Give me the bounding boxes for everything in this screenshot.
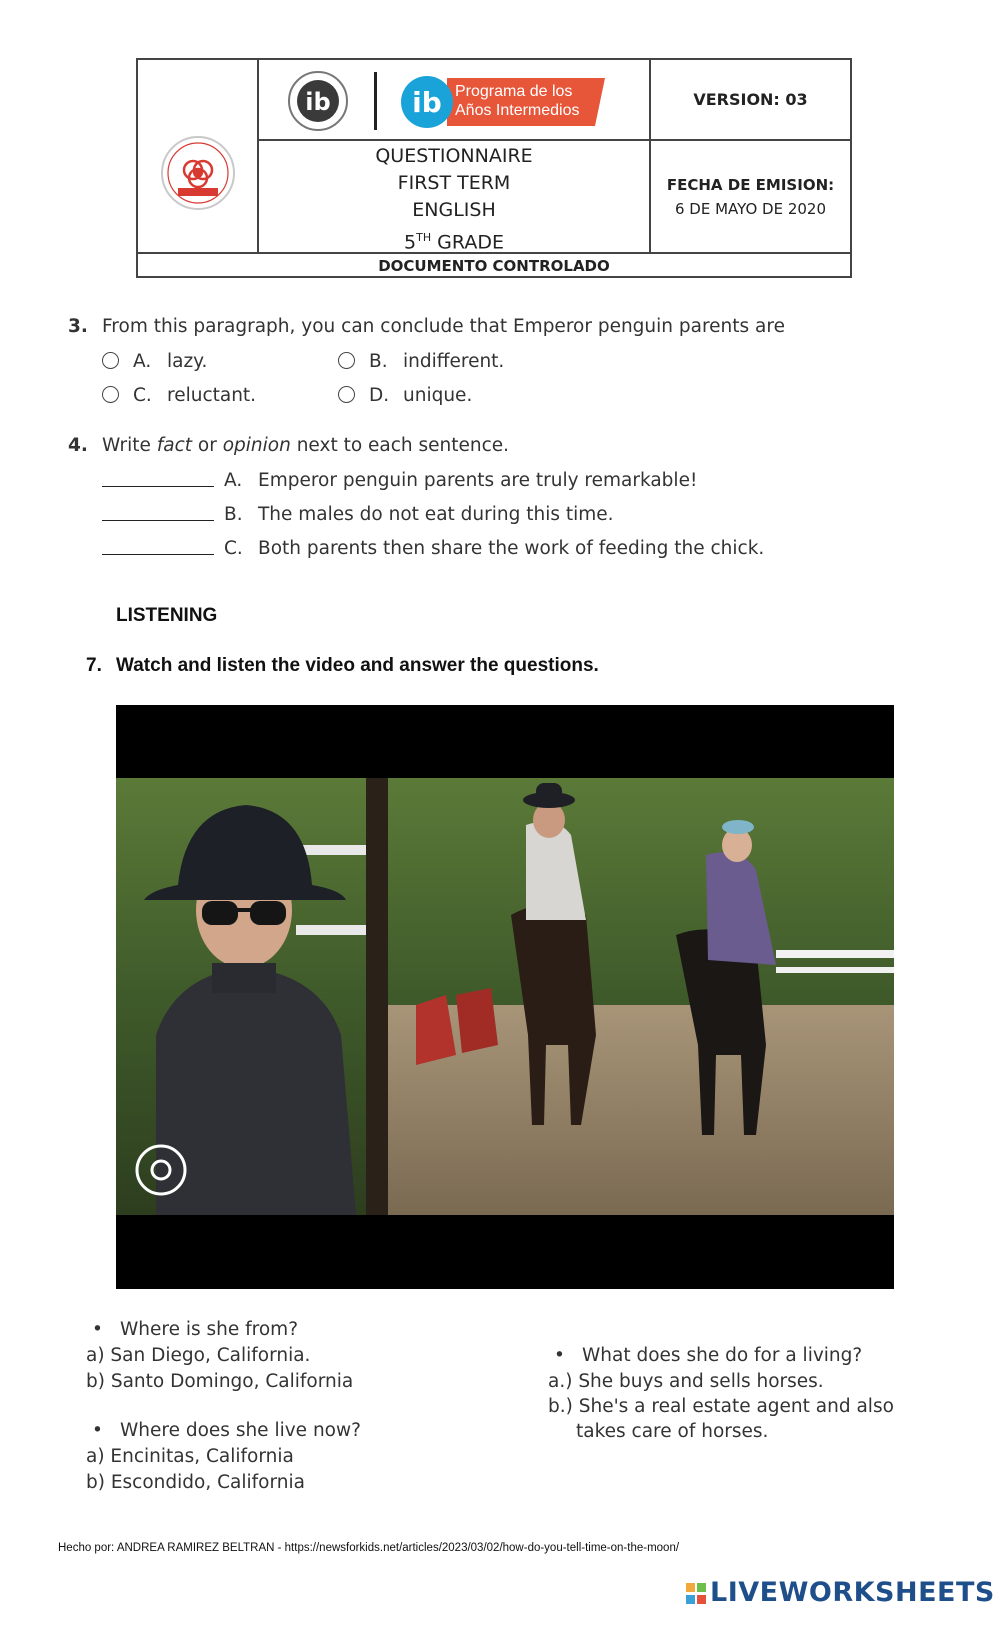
myp-line-1: Programa de los [455,83,573,100]
q4-opinion-word: opinion [222,435,291,456]
vq1-option-a[interactable]: a) San Diego, California. [86,1345,311,1366]
myp-line-2: Años Intermedios [455,102,580,119]
myp-programme-text [455,82,580,120]
myp-logo-text: ib [412,86,442,119]
bullet-icon: • [92,1319,103,1340]
video-frame-image [116,705,894,1289]
document-header [136,58,852,278]
question-4-number: 4. [68,435,88,456]
item-letter: C. [224,538,243,559]
questionnaire-title-cell [258,140,650,253]
q4-text-post: next to each sentence. [290,435,510,456]
ib-world-logo-text: ib [305,88,331,116]
video-question-1-text: Where is she from? [120,1319,299,1340]
option-text: reluctant. [167,385,257,406]
vq2-option-a[interactable]: a) Encinitas, California [86,1446,294,1467]
q3-option-b[interactable] [338,351,504,372]
q3-option-a[interactable] [102,351,207,372]
item-text: Both parents then share the work of feeding the chick. [258,538,765,559]
q4-fact-word: fact [156,435,193,456]
questionnaire-label: QUESTIONNAIRE [375,145,533,167]
issue-date-label: FECHA DE EMISION: [666,176,835,194]
logo-divider [374,72,377,130]
question-7 [86,655,599,677]
grade-suffix: TH [416,231,432,244]
liveworksheets-brand[interactable]: LIVEWORKSHEETS [710,1577,995,1608]
question-4 [68,435,509,456]
vq3-option-b[interactable]: b.) She's a real estate agent and also [548,1396,894,1417]
liveworksheets-logo-icon [686,1583,706,1605]
option-text: lazy. [167,351,208,372]
vq3-option-b-continued: takes care of horses. [576,1421,769,1442]
video-question-2-text: Where does she live now? [120,1420,361,1441]
bullet-icon: • [92,1420,103,1441]
school-seal-logo [160,135,236,211]
video-question-3-text: What does she do for a living? [582,1345,863,1366]
video-player[interactable] [116,705,894,1289]
vq2-option-b[interactable]: b) Escondido, California [86,1472,305,1493]
answer-blank-input[interactable] [102,502,214,521]
option-text: unique. [403,385,473,406]
school-logo-cell [137,59,258,253]
question-3-number: 3. [68,316,88,337]
vq3-option-a[interactable]: a.) She buys and sells horses. [548,1371,824,1392]
controlled-document-label: DOCUMENTO CONTROLADO [137,253,851,277]
term-label: FIRST TERM [397,172,511,194]
option-letter: C. [133,385,152,406]
item-letter: B. [224,504,243,525]
bullet-icon: • [554,1345,565,1366]
subject-label: ENGLISH [412,199,496,221]
issue-date-value: 6 DE MAYO DE 2020 [674,200,827,218]
grade-label [259,224,649,256]
question-3 [68,316,785,337]
grade-word: GRADE [431,231,504,254]
issue-date-cell [650,140,851,253]
item-text: Emperor penguin parents are truly remarkable! [258,470,698,491]
version-cell: VERSION: 03 [650,59,851,140]
question-7-number: 7. [86,655,102,676]
ib-world-school-logo [287,70,349,132]
q3-option-c[interactable] [102,385,256,406]
option-letter: A. [133,351,152,372]
q4-item-b [102,502,614,525]
ib-logos-cell [258,59,650,140]
item-text: The males do not eat during this time. [258,504,614,525]
video-question-1 [86,1319,298,1340]
question-7-text: Watch and listen the video and answer the questions. [116,655,599,676]
q4-text-mid: or [192,435,223,456]
option-letter: B. [369,351,388,372]
radio-circle-icon[interactable] [338,352,355,369]
radio-circle-icon[interactable] [338,386,355,403]
q3-option-d[interactable] [338,385,472,406]
vq1-option-b[interactable]: b) Santo Domingo, California [86,1371,354,1392]
radio-circle-icon[interactable] [102,352,119,369]
option-text: indifferent. [403,351,505,372]
video-question-2 [86,1420,361,1441]
q4-text-pre: Write [102,435,157,456]
answer-blank-input[interactable] [102,468,214,487]
radio-circle-icon[interactable] [102,386,119,403]
item-letter: A. [224,470,243,491]
option-letter: D. [369,385,390,406]
footer-credit: Hecho por: ANDREA RAMIREZ BELTRAN - https://newsforkids.net/articles/2023/03/02/how-do-you-tell-time-on-the-moon/ [58,1542,680,1554]
q4-item-c [102,536,764,559]
grade-number: 5 [404,231,417,254]
listening-section-title: LISTENING [116,605,218,626]
question-3-text: From this paragraph, you can conclude that Emperor penguin parents are [102,316,785,337]
video-question-3 [548,1345,862,1366]
q4-item-a [102,468,697,491]
answer-blank-input[interactable] [102,536,214,555]
